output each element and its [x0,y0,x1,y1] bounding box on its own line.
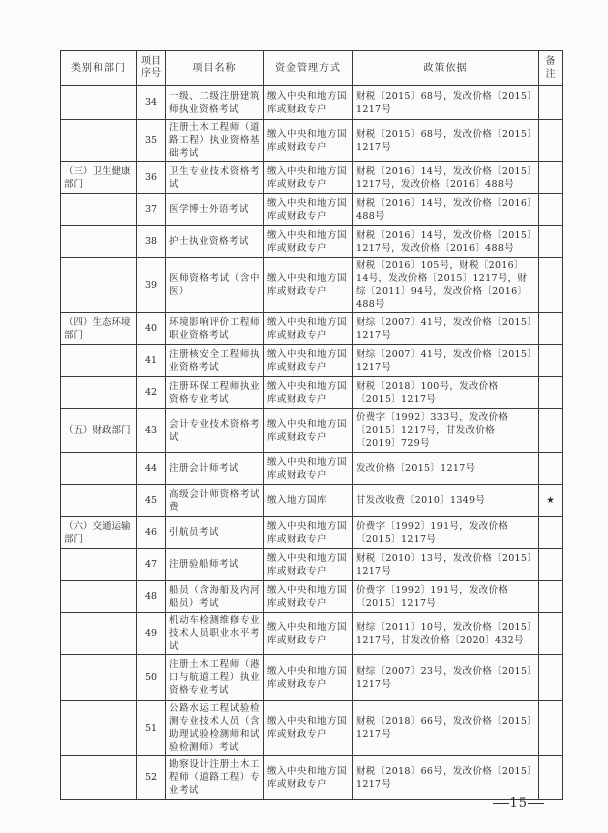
table-row [61,549,563,581]
row-basis-cell: 财税〔2016〕14号，发改价格〔2015〕1217号，发改价格〔2016〕488号 [353,162,539,194]
row-mgmt-cell: 缴入中央和地方国库或财政专户 [264,453,353,485]
row-seq-cell: 39 [137,258,166,313]
table-row [61,313,563,345]
table-row [61,162,563,194]
row-mgmt-cell: 缴入地方国库 [264,485,353,517]
row-seq-cell: 44 [137,453,166,485]
row-basis-cell: 甘发改收费〔2010〕1349号 [353,485,539,517]
row-mgmt-cell: 缴入中央和地方国库或财政专户 [264,655,353,701]
table-row [61,86,563,120]
row-basis-cell: 财税〔2015〕68号，发改价格〔2015〕1217号 [353,86,539,120]
table-row [61,120,563,162]
row-basis-cell: 发改价格〔2015〕1217号 [353,453,539,485]
row-seq-cell: 42 [137,377,166,409]
row-mgmt-cell: 缴入中央和地方国库或财政专户 [264,194,353,226]
row-note-cell [539,409,563,453]
table-row [61,485,563,517]
row-note-cell [539,162,563,194]
page-number: 15 [509,796,528,811]
row-name-cell: 注册环保工程师执业资格专业考试 [166,377,264,409]
row-dept-cell [61,453,137,485]
row-basis-cell: 财税〔2016〕14号，发改价格〔2016〕488号 [353,194,539,226]
header-name: 项目名称 [166,51,264,86]
row-note-cell [539,613,563,655]
row-note-cell [539,86,563,120]
footer-dash-left [493,803,509,804]
row-seq-cell: 49 [137,613,166,655]
row-note-cell [539,517,563,549]
row-dept-cell [61,377,137,409]
row-basis-cell: 财税〔2018〕100号，发改价格〔2015〕1217号 [353,377,539,409]
table-row [61,517,563,549]
row-dept-cell [61,485,137,517]
row-dept-cell [61,613,137,655]
row-dept-cell: （六）交通运输部门 [61,517,137,549]
row-basis-cell: 财综〔2011〕10号，发改价格〔2015〕1217号，甘发改价格〔2020〕432号 [353,613,539,655]
row-basis-cell: 财税〔2018〕66号，发改价格〔2015〕1217号 [353,756,539,800]
header-dept: 类别和部门 [61,51,137,86]
row-dept-cell [61,581,137,613]
row-name-cell: 勘察设计注册土木工程师（道路工程）专业考试 [166,756,264,800]
row-mgmt-cell: 缴入中央和地方国库或财政专户 [264,756,353,800]
row-note-cell: ★ [539,485,563,517]
table-row [61,258,563,313]
row-name-cell: 船员（含海船及内河船员）考试 [166,581,264,613]
footer-dash-right [528,803,544,804]
row-basis-cell: 财税〔2010〕13号，发改价格〔2015〕1217号 [353,549,539,581]
row-dept-cell: （五）财政部门 [61,409,137,453]
row-seq-cell: 35 [137,120,166,162]
table-row [61,453,563,485]
row-dept-cell [61,701,137,756]
row-dept-cell [61,345,137,377]
row-note-cell [539,345,563,377]
row-seq-cell: 46 [137,517,166,549]
row-dept-cell [61,258,137,313]
row-seq-cell: 38 [137,226,166,258]
row-seq-cell: 52 [137,756,166,800]
row-name-cell: 护士执业资格考试 [166,226,264,258]
row-dept-cell [61,756,137,800]
row-seq-cell: 41 [137,345,166,377]
row-name-cell: 会计专业技术资格考试 [166,409,264,453]
row-name-cell: 公路水运工程试验检测专业技术人员（含助理试验检测师和试验检测师）考试 [166,701,264,756]
row-name-cell: 卫生专业技术资格考试 [166,162,264,194]
fee-table [60,50,563,800]
row-basis-cell: 财税〔2016〕105号，财税〔2016〕14号，发改价格〔2015〕1217号，财综〔2011〕94号，发改价格〔2016〕488号 [353,258,539,313]
row-note-cell [539,258,563,313]
row-seq-cell: 51 [137,701,166,756]
row-seq-cell: 48 [137,581,166,613]
table-row [61,701,563,756]
row-mgmt-cell: 缴入中央和地方国库或财政专户 [264,517,353,549]
row-name-cell: 注册会计师考试 [166,453,264,485]
row-dept-cell [61,655,137,701]
row-seq-cell: 45 [137,485,166,517]
table-row [61,756,563,800]
row-mgmt-cell: 缴入中央和地方国库或财政专户 [264,549,353,581]
row-seq-cell: 37 [137,194,166,226]
row-mgmt-cell: 缴入中央和地方国库或财政专户 [264,86,353,120]
header-seq: 项目序号 [137,51,166,86]
row-note-cell [539,701,563,756]
table-row [61,581,563,613]
row-mgmt-cell: 缴入中央和地方国库或财政专户 [264,162,353,194]
row-mgmt-cell: 缴入中央和地方国库或财政专户 [264,120,353,162]
table-row [61,613,563,655]
row-mgmt-cell: 缴入中央和地方国库或财政专户 [264,581,353,613]
table-row [61,226,563,258]
table-row [61,345,563,377]
row-note-cell [539,549,563,581]
row-note-cell [539,756,563,800]
row-basis-cell: 价费字〔1992〕333号，发改价格〔2015〕1217号，甘发改价格〔2019〕729号 [353,409,539,453]
row-mgmt-cell: 缴入中央和地方国库或财政专户 [264,258,353,313]
row-name-cell: 引航员考试 [166,517,264,549]
row-note-cell [539,655,563,701]
row-mgmt-cell: 缴入中央和地方国库或财政专户 [264,613,353,655]
row-name-cell: 医学博士外语考试 [166,194,264,226]
row-seq-cell: 43 [137,409,166,453]
row-note-cell [539,581,563,613]
row-name-cell: 注册核安全工程师执业资格考试 [166,345,264,377]
table-row [61,655,563,701]
header-mgmt: 资金管理方式 [264,51,353,86]
row-seq-cell: 47 [137,549,166,581]
row-name-cell: 一级、二级注册建筑师执业资格考试 [166,86,264,120]
table-row [61,194,563,226]
row-mgmt-cell: 缴入中央和地方国库或财政专户 [264,226,353,258]
row-dept-cell [61,226,137,258]
row-name-cell: 机动车检测维修专业技术人员职业水平考试 [166,613,264,655]
row-mgmt-cell: 缴入中央和地方国库或财政专户 [264,345,353,377]
header-note: 备注 [539,51,563,86]
row-basis-cell: 财税〔2016〕14号，发改价格〔2015〕1217号，发改价格〔2016〕488号 [353,226,539,258]
row-note-cell [539,194,563,226]
row-dept-cell: （三）卫生健康部门 [61,162,137,194]
row-dept-cell [61,549,137,581]
row-basis-cell: 财税〔2015〕68号，发改价格〔2015〕1217号 [353,120,539,162]
row-seq-cell: 50 [137,655,166,701]
page-footer [493,796,544,811]
row-mgmt-cell: 缴入中央和地方国库或财政专户 [264,313,353,345]
row-basis-cell: 财综〔2007〕41号，发改价格〔2015〕1217号 [353,345,539,377]
header-basis: 政策依据 [353,51,539,86]
table-row [61,377,563,409]
row-name-cell: 注册土木工程师（道路工程）执业资格基础考试 [166,120,264,162]
row-dept-cell [61,86,137,120]
row-dept-cell [61,120,137,162]
row-seq-cell: 34 [137,86,166,120]
row-basis-cell: 财综〔2007〕23号，发改价格〔2015〕1217号 [353,655,539,701]
row-dept-cell [61,194,137,226]
row-seq-cell: 36 [137,162,166,194]
row-note-cell [539,226,563,258]
row-name-cell: 高级会计师资格考试费 [166,485,264,517]
row-note-cell [539,313,563,345]
row-mgmt-cell: 缴入中央和地方国库或财政专户 [264,701,353,756]
row-mgmt-cell: 缴入中央和地方国库或财政专户 [264,377,353,409]
row-seq-cell: 40 [137,313,166,345]
row-name-cell: 注册土木工程师（港口与航道工程）执业资格专业考试 [166,655,264,701]
row-basis-cell: 价费字〔1992〕191号，发改价格〔2015〕1217号 [353,517,539,549]
row-basis-cell: 财综〔2007〕41号，发改价格〔2015〕1217号 [353,313,539,345]
row-name-cell: 环境影响评价工程师职业资格考试 [166,313,264,345]
row-basis-cell: 价费字〔1992〕191号，发改价格〔2015〕1217号 [353,581,539,613]
row-note-cell [539,377,563,409]
row-mgmt-cell: 缴入中央和地方国库或财政专户 [264,409,353,453]
row-note-cell [539,120,563,162]
table-row [61,409,563,453]
row-dept-cell: （四）生态环境部门 [61,313,137,345]
row-note-cell [539,453,563,485]
row-name-cell: 注册验船师考试 [166,549,264,581]
row-basis-cell: 财税〔2018〕66号，发改价格〔2015〕1217号 [353,701,539,756]
table-header-row [61,51,563,86]
row-name-cell: 医师资格考试（含中医） [166,258,264,313]
